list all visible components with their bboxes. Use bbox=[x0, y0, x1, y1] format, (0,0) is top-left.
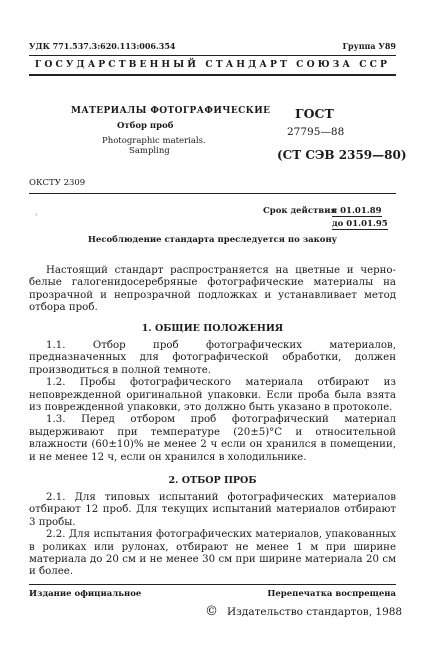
header-rule-top bbox=[29, 55, 396, 56]
group-code: Группа У89 bbox=[342, 41, 396, 51]
okstu-code: ОКСТУ 2309 bbox=[29, 178, 86, 188]
margin-mark: ˈ bbox=[35, 213, 38, 222]
reprint-prohibited: Перепечатка воспрещена bbox=[267, 589, 396, 599]
clause-1-3: 1.3. Перед отбором проб фотографический материал выдерживают при температуре (20±5)°С и относительной влажности (60±10)% не менее 2 ч если он хранился в помещении, и не менее 12 ч, если он хранился в холодильнике. bbox=[29, 414, 396, 463]
intro-paragraph bbox=[29, 265, 396, 315]
title-block-rule bbox=[29, 193, 396, 194]
clause-1-2: 1.2. Пробы фотографического материала отбирают из неповрежденной оригинальной упаковки. Если проба была взята из поврежденной упаковки, это должно быть указано в протоколе. bbox=[29, 377, 396, 414]
copyright-symbol: © bbox=[205, 604, 218, 619]
official-edition: Издание официальное bbox=[29, 589, 142, 599]
section1-heading: 1. ОБЩИЕ ПОЛОЖЕНИЯ bbox=[141, 323, 284, 334]
section1-body bbox=[29, 340, 396, 464]
english-title-line2: Sampling bbox=[129, 146, 170, 156]
publisher-credit: Издательство стандартов, 1988 bbox=[227, 606, 403, 618]
validity-label: Срок действия bbox=[263, 206, 337, 216]
clause-2-1: 2.1. Для типовых испытаний фотографических материалов отбирают 12 проб. Для текущих испытаний материалов отбирают 3 пробы. bbox=[29, 492, 396, 528]
document-subtitle: Отбор проб bbox=[117, 121, 174, 131]
st-sev-number: (СТ СЭВ 2359—80) bbox=[277, 148, 407, 162]
clause-1-1: 1.1. Отбор проб фотографических материалов, предназначенных для фотографической обработки, должен производиться в полной темноте. bbox=[29, 340, 396, 376]
gost-number: 27795—88 bbox=[287, 126, 345, 138]
gost-label: ГОСТ bbox=[295, 106, 334, 121]
state-standard-banner: ГОСУДАРСТВЕННЫЙ СТАНДАРТ СОЮЗА ССР bbox=[34, 59, 391, 70]
section2-body bbox=[29, 492, 396, 579]
validity-to: до 01.01.95 bbox=[332, 219, 388, 229]
document-title: МАТЕРИАЛЫ ФОТОГРАФИЧЕСКИЕ bbox=[71, 106, 271, 116]
footer-rule bbox=[29, 584, 396, 585]
english-title-line1: Photographic materials. bbox=[102, 136, 206, 146]
header-rule-bottom bbox=[29, 74, 396, 76]
section2-heading: 2. ОТБОР ПРОБ bbox=[168, 475, 257, 486]
validity-from: с 01.01.89 bbox=[332, 206, 382, 216]
legal-notice: Несоблюдение стандарта преследуется по закону bbox=[87, 235, 338, 245]
clause-2-2: 2.2. Для испытания фотографических материалов, упакованных в роликах или рулонах, отбирают не менее 1 м при ширине материала до 20 см и не менее 30 см при ширине материала 20 см и более. bbox=[29, 529, 396, 578]
udk-code: УДК 771.537.3:620.113:006.354 bbox=[29, 41, 176, 51]
intro-text: Настоящий стандарт распространяется на цветные и черно-белые галогенидосеребряные фотографические материалы на прозрачной и непрозрачной подложках и устанавливает метод отбора проб. bbox=[29, 265, 396, 314]
